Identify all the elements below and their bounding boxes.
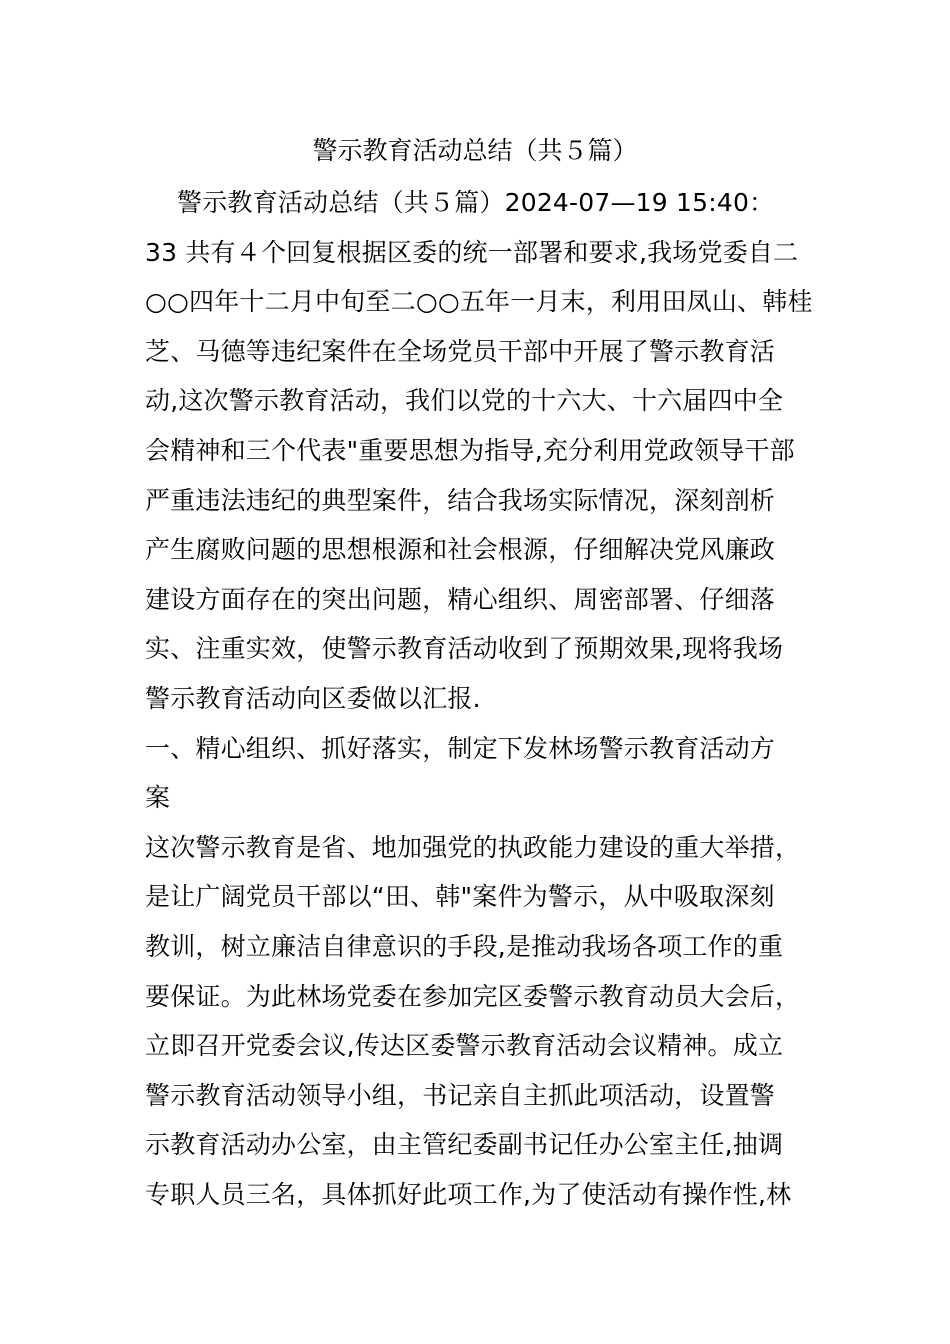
paragraph-line: 立即召开党委会议,传达区委警示教育活动会议精神。成立	[145, 1031, 784, 1061]
paragraph-line: 芝、马德等违纪案件在全场党员干部中开展了警示教育活	[145, 336, 776, 366]
paragraph-line: 示教育活动办公室，由主管纪委副书记任办公室主任,抽调	[145, 1130, 784, 1160]
paragraph-line: ○○四年十二月中旬至二○○五年一月末，利用田凤山、韩桂	[145, 287, 813, 317]
paragraph-line: 33 共有４个回复根据区委的统一部署和要求,我场党委自二	[145, 237, 799, 267]
paragraph-line: 产生腐败问题的思想根源和社会根源，仔细解决党风廉政	[145, 535, 776, 565]
document-title: 警示教育活动总结（共５篇）	[312, 136, 638, 165]
paragraph-line: 教训，树立廉洁自律意识的手段,是推动我场各项工作的重	[145, 931, 784, 961]
section-heading-line: 一、精心组织、抓好落实，制定下发林场警示教育活动方	[145, 733, 776, 763]
paragraph-line: 建设方面存在的突出问题，精心组织、周密部署、仔细落	[145, 584, 776, 614]
paragraph-line: 会精神和三个代表"重要思想为指导,充分利用党政领导干部	[145, 435, 795, 465]
paragraph-line: 警示教育活动总结（共５篇）2024-07—19 15:40：	[177, 188, 775, 217]
paragraph-line: 要保证。为此林场党委在参加完区委警示教育动员大会后，	[145, 981, 801, 1011]
paragraph-line: 警示教育活动向区委做以汇报.	[145, 683, 481, 713]
paragraph-line: 动,这次警示教育活动，我们以党的十六大、十六届四中全	[145, 386, 784, 416]
document-body	[145, 178, 825, 1219]
paragraph-line: 是让广阔党员干部以“田、韩"案件为警示，从中吸取深刻	[145, 882, 775, 912]
paragraph-line: 实、注重实效，使警示教育活动收到了预期效果,现将我场	[145, 634, 784, 664]
paragraph-line: 专职人员三名，具体抓好此项工作,为了使活动有操作性,林	[145, 1179, 792, 1209]
paragraph-line: 这次警示教育是省、地加强党的执政能力建设的重大举措，	[145, 832, 801, 862]
paragraph-line: 警示教育活动领导小组，书记亲自主抓此项活动，设置警	[145, 1080, 776, 1110]
paragraph-line: 严重违法违纪的典型案件，结合我场实际情况，深刻剖析	[145, 485, 776, 515]
section-heading-line: 案	[145, 783, 171, 813]
